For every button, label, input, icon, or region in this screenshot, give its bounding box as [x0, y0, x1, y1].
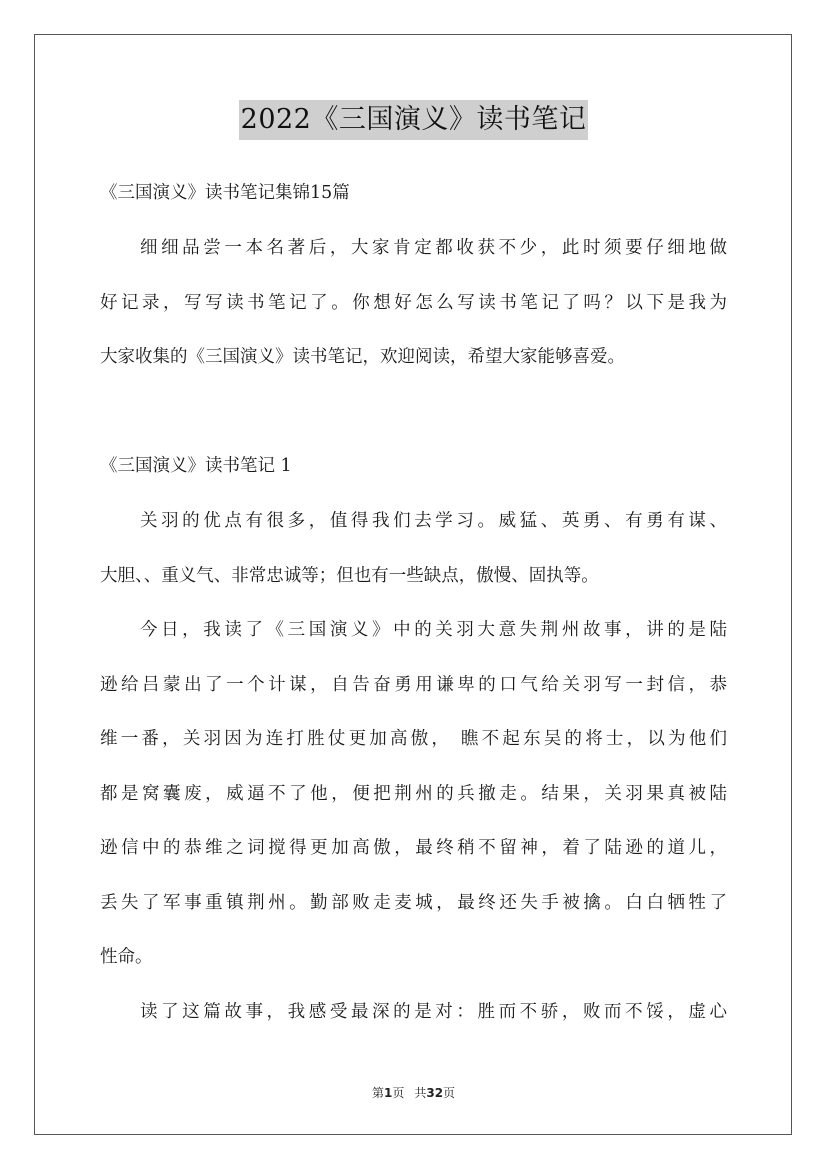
para2-line-6: 丢失了军事重镇荆州。勤部败走麦城，最终还失手被擒。白白牺牲了 [100, 893, 727, 913]
footer-page-suffix: 页 [392, 1086, 405, 1100]
para2-line-4: 都是窝囊废，威逼不了他，便把荆州的兵撤走。结果，关羽果真被陆 [100, 784, 727, 804]
document-title: 2022《三国演义》读书笔记 [239, 100, 589, 140]
para1-line-1: 关羽的优点有很多，值得我们去学习。威猛、英勇、有勇有谋、 [140, 511, 727, 531]
intro-line-1: 细细品尝一本名著后，大家肯定都收获不少，此时须要仔细地做 [140, 238, 727, 258]
intro-line-3: 大家收集的《三国演义》读书笔记，欢迎阅读，希望大家能够喜爱。 [100, 347, 625, 367]
footer-page-prefix: 第 [371, 1086, 384, 1100]
para2-line-2: 逊给吕蒙出了一个计谋，自告奋勇用谦卑的口气给关羽写一封信，恭 [100, 675, 727, 695]
para2-line-7: 性命。 [100, 947, 153, 967]
footer-page-number: 1 [383, 1086, 393, 1100]
section-heading: 《三国演义》读书笔记 1 [100, 456, 292, 476]
title-container [0, 100, 827, 140]
para3-line-1: 读了这篇故事，我感受最深的是对：胜而不骄，败而不馁，虚心 [140, 1002, 727, 1022]
para2-line-3: 维一番，关羽因为连打胜仗更加高傲， 瞧不起东吴的将士，以为他们 [100, 729, 727, 749]
footer-total-pages: 32 [426, 1086, 444, 1100]
intro-line-2: 好记录，写写读书笔记了。你想好怎么写读书笔记了吗？以下是我为 [100, 293, 727, 313]
page-footer [0, 1084, 827, 1101]
para2-line-5: 逊信中的恭维之词搅得更加高傲，最终稍不留神，着了陆逊的道儿， [100, 838, 727, 858]
document-subtitle: 《三国演义》读书笔记集锦15篇 [100, 183, 350, 203]
footer-total-prefix: 共 [414, 1086, 427, 1100]
para2-line-1: 今日，我读了《三国演义》中的关羽大意失荆州故事，讲的是陆 [140, 620, 727, 640]
para1-line-2: 大胆、、重义气、非常忠诚等；但也有一些缺点，傲慢、固执等。 [100, 566, 599, 586]
footer-total-suffix: 页 [443, 1086, 456, 1100]
